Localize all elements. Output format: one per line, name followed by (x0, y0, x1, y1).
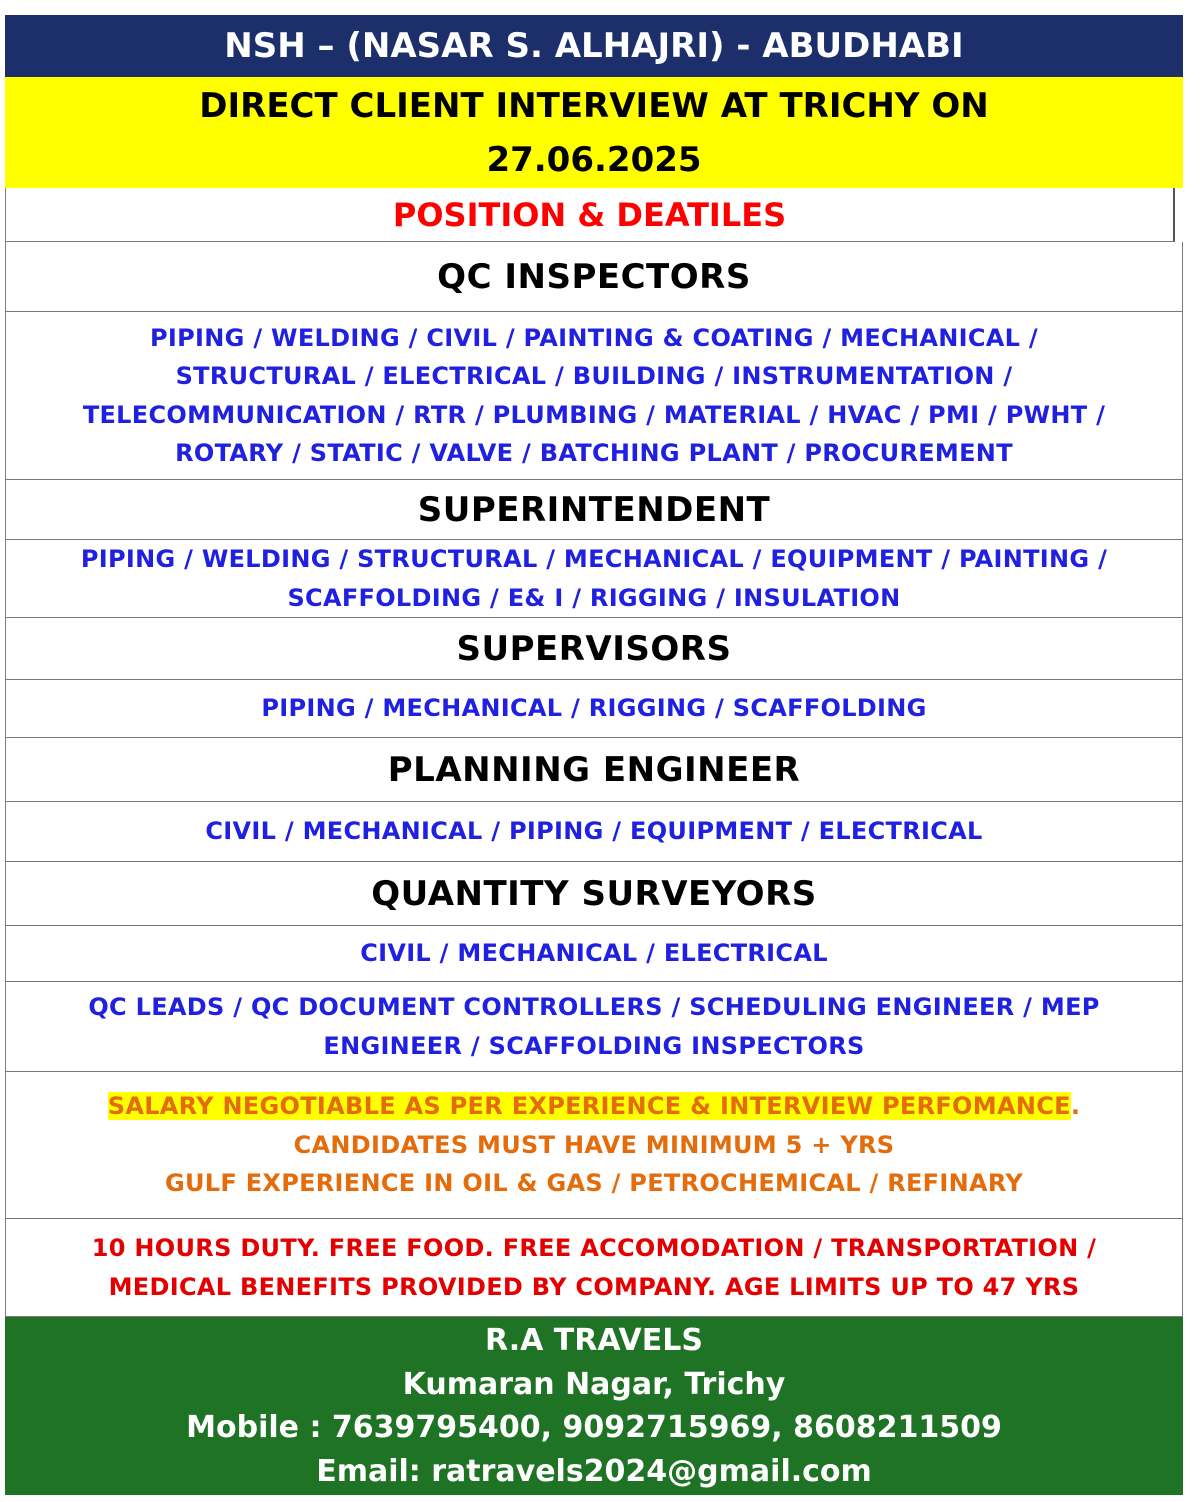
superintendent-line-2: SCAFFOLDING / E& I / RIGGING / INSULATION (287, 583, 901, 612)
other-positions-line-1: QC LEADS / QC DOCUMENT CONTROLLERS / SCHEDULING ENGINEER / MEP (88, 993, 1100, 1022)
superintendent-heading-row (5, 480, 1183, 540)
interview-banner (5, 77, 1183, 188)
supervisors-list (5, 680, 1183, 738)
surveyors-heading-row (5, 862, 1183, 926)
supervisors-heading: SUPERVISORS (456, 628, 732, 669)
supervisors-line-1: PIPING / MECHANICAL / RIGGING / SCAFFOLDING (261, 694, 927, 723)
surveyors-list (5, 926, 1183, 982)
supervisors-heading-row (5, 618, 1183, 680)
superintendent-heading: SUPERINTENDENT (417, 489, 771, 530)
salary-line (108, 1087, 1081, 1126)
other-positions-list (5, 982, 1183, 1072)
superintendent-list (5, 540, 1183, 618)
company-title: NSH – (NASAR S. ALHAJRI) - ABUDHABI (224, 26, 964, 66)
qc-line-2: STRUCTURAL / ELECTRICAL / BUILDING / INSTRUMENTATION / (175, 362, 1013, 391)
qc-line-3: TELECOMMUNICATION / RTR / PLUMBING / MATERIAL / HVAC / PMI / PWHT / (82, 400, 1106, 429)
mobile-numbers: Mobile : 7639795400, 9092715969, 8608211509 (186, 1410, 1002, 1445)
experience-line-2: GULF EXPERIENCE IN OIL & GAS / PETROCHEMICAL / REFINARY (164, 1169, 1024, 1198)
terms-block (5, 1072, 1183, 1219)
superintendent-line-1: PIPING / WELDING / STRUCTURAL / MECHANICAL / EQUIPMENT / PAINTING / (80, 545, 1108, 574)
planning-line-1: CIVIL / MECHANICAL / PIPING / EQUIPMENT / ELECTRICAL (205, 817, 983, 846)
positions-heading-row (5, 188, 1175, 242)
qc-line-1: PIPING / WELDING / CIVIL / PAINTING & COATING / MECHANICAL / (150, 323, 1038, 352)
other-positions-line-2: ENGINEER / SCAFFOLDING INSPECTORS (323, 1031, 865, 1060)
qc-heading: QC INSPECTORS (437, 256, 751, 297)
title-banner (5, 15, 1183, 77)
planning-heading-row (5, 738, 1183, 802)
email-address: Email: ratravels2024@gmail.com (316, 1453, 872, 1489)
agency-address: Kumaran Nagar, Trichy (402, 1366, 786, 1402)
qc-line-4: ROTARY / STATIC / VALVE / BATCHING PLANT / PROCUREMENT (175, 438, 1013, 467)
benefits-line-2: MEDICAL BENEFITS PROVIDED BY COMPANY. AGE LIMITS UP TO 47 YRS (108, 1272, 1080, 1301)
interview-date: 27.06.2025 (486, 139, 702, 180)
benefits-block (5, 1219, 1183, 1317)
job-advert (5, 15, 1183, 1495)
surveyors-heading: QUANTITY SURVEYORS (371, 873, 817, 914)
salary-highlight: SALARY NEGOTIABLE AS PER EXPERIENCE & INTERVIEW PERFOMANCE (107, 1092, 1071, 1121)
positions-heading: POSITION & DEATILES (392, 195, 787, 234)
agency-name: R.A TRAVELS (485, 1323, 703, 1358)
surveyors-line-1: CIVIL / MECHANICAL / ELECTRICAL (360, 939, 828, 968)
interview-line: DIRECT CLIENT INTERVIEW AT TRICHY ON (199, 85, 989, 126)
experience-line-1: CANDIDATES MUST HAVE MINIMUM 5 + YRS (293, 1130, 895, 1159)
contact-footer (5, 1317, 1183, 1495)
planning-heading: PLANNING ENGINEER (387, 749, 801, 790)
benefits-line-1: 10 HOURS DUTY. FREE FOOD. FREE ACCOMODATION / TRANSPORTATION / (91, 1233, 1097, 1262)
qc-list (5, 312, 1183, 480)
qc-heading-row (5, 242, 1183, 312)
salary-period: . (1070, 1092, 1081, 1121)
planning-list (5, 802, 1183, 862)
